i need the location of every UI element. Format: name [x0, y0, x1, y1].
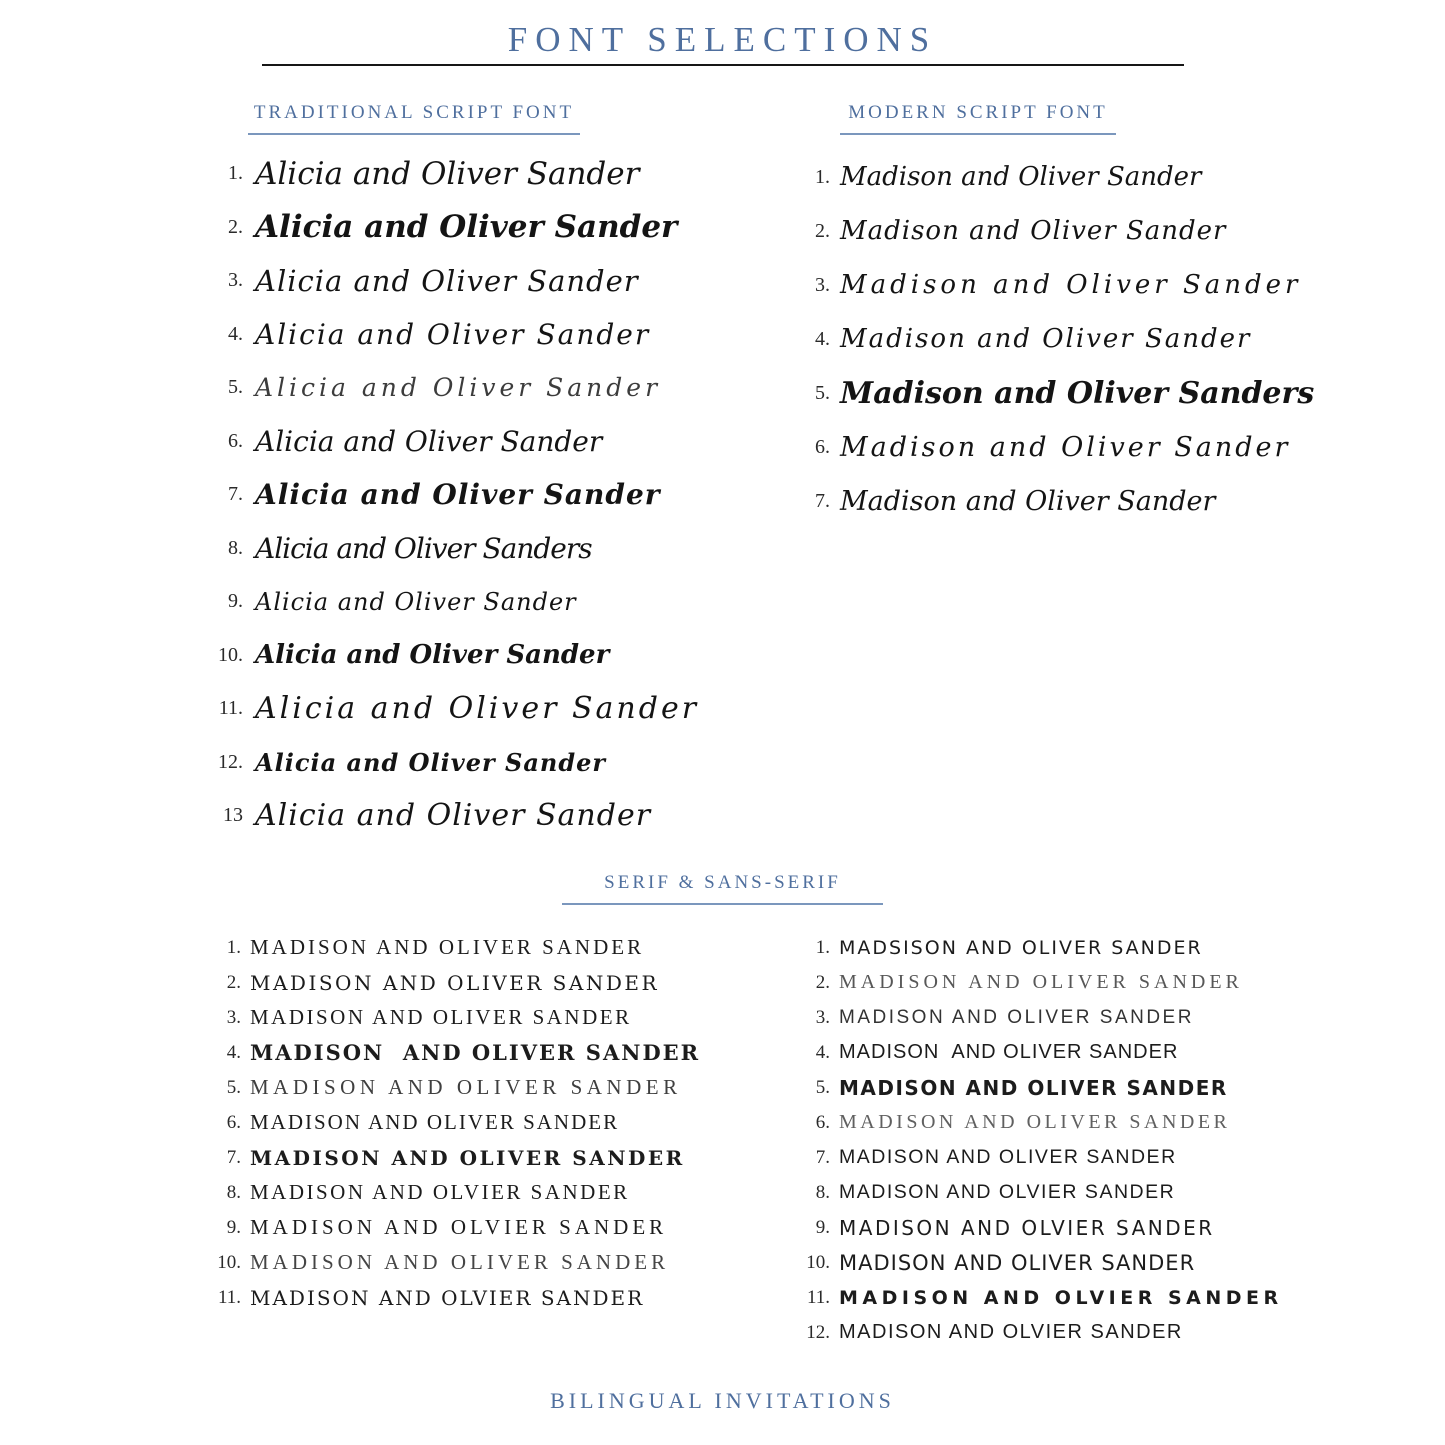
sample-number: 4.	[815, 327, 830, 350]
font-sample-row	[205, 1070, 745, 1105]
serif-section-header-wrap	[0, 872, 1445, 905]
font-sample-text: MADISON AND OLIVER SANDER	[839, 1146, 1177, 1168]
font-sample-text: MADISON AND OLIVER SANDER	[250, 1145, 685, 1170]
sample-number: 11.	[806, 1286, 830, 1308]
font-sample-text: Madison and Oliver Sander	[840, 162, 1202, 192]
font-sample-text: MADISON AND OLIVER SANDER	[250, 1005, 632, 1029]
font-sample-text: MADISON AND OLVIER SANDER	[250, 1180, 630, 1204]
font-sample-text: Alicia and Oliver Sander	[255, 317, 651, 351]
sample-number: 12.	[806, 1321, 830, 1343]
font-sample-row	[798, 1175, 1358, 1210]
sample-number: 9.	[815, 1216, 830, 1238]
sample-number: 8.	[228, 536, 243, 559]
font-sample-text: Madison and Oliver Sander	[840, 431, 1291, 463]
font-sample-row	[205, 1035, 745, 1070]
font-sample-row	[798, 258, 1302, 312]
font-sample-row	[798, 474, 1268, 528]
font-sample-text: Madison and Oliver Sander	[840, 216, 1227, 246]
sample-number: 11.	[218, 697, 243, 720]
font-sample-row	[205, 1210, 745, 1245]
font-sample-row	[205, 361, 675, 415]
font-sample-row	[798, 1000, 1358, 1035]
font-sample-row	[205, 254, 675, 308]
font-sample-row	[798, 1210, 1358, 1245]
font-sample-row	[798, 312, 1268, 366]
font-sample-row	[205, 575, 675, 629]
serif-list-left	[205, 930, 745, 1315]
sample-number: 9.	[228, 590, 243, 613]
sample-number: 2.	[815, 219, 830, 242]
font-sample-text: MADISON AND OLIVER SANDER	[250, 935, 645, 959]
sample-number: 5.	[815, 381, 830, 404]
sample-number: 7.	[226, 1146, 241, 1168]
sample-number: 8.	[226, 1181, 241, 1203]
font-sample-row	[205, 147, 675, 201]
font-sample-row	[205, 965, 745, 1000]
sample-number: 1.	[815, 165, 830, 188]
font-sample-row	[205, 1140, 745, 1175]
font-sample-text: MADISON AND OLIVER SANDER	[839, 1111, 1231, 1133]
font-sample-text: MADISON AND OLIVER SANDER	[250, 1040, 701, 1065]
sample-number: 12.	[218, 750, 243, 773]
font-sample-text: MADISON AND OLIVER SANDER	[839, 971, 1243, 993]
sample-number: 1.	[226, 936, 241, 958]
font-sample-text: Madison and Oliver Sander	[840, 485, 1216, 517]
font-sample-row	[798, 1070, 1358, 1105]
sample-number: 5.	[226, 1076, 241, 1098]
font-sample-row	[205, 1280, 745, 1315]
font-sample-text: Alicia and Oliver Sander	[255, 373, 662, 403]
sample-number: 6.	[228, 429, 243, 452]
font-sample-text: MADISON AND OLVIER SANDER	[839, 1321, 1183, 1343]
traditional-script-header: TRADITIONAL SCRIPT FONT	[248, 102, 580, 135]
font-sample-text: MADISON AND OLIVER SANDER	[250, 970, 660, 995]
font-sample-row	[205, 468, 675, 522]
sample-number: 1.	[228, 162, 243, 185]
font-sample-row	[798, 1035, 1358, 1070]
font-sample-text: MADISON AND OLVIER SANDER	[250, 1285, 645, 1310]
sample-number: 7.	[815, 1146, 830, 1168]
font-sample-text: Alicia and Oliver Sander	[255, 155, 640, 192]
sample-number: 8.	[815, 1181, 830, 1203]
sample-number: 3.	[815, 1006, 830, 1028]
sample-number: 4.	[226, 1041, 241, 1063]
sample-number: 7.	[815, 489, 830, 512]
sample-number: 4.	[228, 322, 243, 345]
page-title: FONT SELECTIONS	[507, 20, 938, 59]
font-sample-row	[798, 1105, 1358, 1140]
font-sample-row	[205, 522, 675, 576]
font-sample-text: Madison and Oliver Sander	[840, 324, 1252, 354]
font-sample-text: Alicia and Oliver Sander	[255, 424, 603, 458]
sample-number: 6.	[226, 1111, 241, 1133]
font-sample-text: Alicia and Oliver Sander	[255, 798, 652, 834]
sample-number: 2.	[228, 215, 243, 238]
sample-number: 7.	[228, 483, 243, 506]
sample-number: 5.	[815, 1076, 830, 1098]
font-sample-row	[205, 1175, 745, 1210]
sample-number: 6.	[815, 435, 830, 458]
font-sample-text: Alicia and Oliver Sander	[255, 263, 639, 298]
modern-script-header: MODERN SCRIPT FONT	[840, 102, 1116, 135]
font-sample-text: Alicia and Oliver Sander	[255, 209, 678, 246]
font-sample-text: MADISON AND OLIVER SANDER	[839, 1041, 1179, 1063]
font-sample-text: MADISON AND OLIVER SANDER	[839, 1006, 1194, 1028]
sample-number: 13	[223, 804, 243, 827]
font-sample-row	[205, 736, 675, 790]
sample-number: 3.	[228, 269, 243, 292]
font-sample-text: MADISON AND OLIVER SANDER	[250, 1110, 620, 1134]
sample-number: 2.	[226, 971, 241, 993]
font-sample-text: MADISON AND OLIVER SANDER	[250, 1075, 682, 1099]
font-sample-row	[798, 930, 1358, 965]
font-sample-row	[205, 930, 745, 965]
title-divider-line	[262, 64, 1184, 66]
sample-number: 3.	[815, 273, 830, 296]
font-sample-row	[205, 682, 700, 736]
sample-number: 5.	[228, 376, 243, 399]
font-sample-row	[205, 308, 675, 362]
font-sample-text: Alicia and Oliver Sander	[255, 587, 577, 616]
font-sample-row	[205, 789, 675, 843]
font-sample-row	[205, 201, 678, 255]
sample-number: 1.	[815, 936, 830, 958]
font-sample-text: MADISON AND OLIVER SANDER	[250, 1250, 670, 1274]
font-sample-row	[798, 204, 1268, 258]
bilingual-invitations-heading: BILINGUAL INVITATIONS	[550, 1388, 895, 1413]
sample-number: 10.	[806, 1251, 830, 1273]
serif-section-header: SERIF & SANS-SERIF	[562, 872, 883, 905]
font-sample-row	[798, 1140, 1358, 1175]
font-sample-row	[798, 1315, 1358, 1350]
font-sample-text: MADISON AND OLVIER SANDER	[250, 1215, 668, 1239]
font-sample-row	[798, 1280, 1358, 1315]
font-sample-text: Alicia and Oliver Sanders	[255, 531, 592, 565]
font-sample-text: Alicia and Oliver Sander	[255, 640, 610, 671]
font-sample-text: Alicia and Oliver Sander	[255, 747, 607, 777]
font-sample-text: Madison and Oliver Sander	[840, 270, 1302, 300]
sample-number: 10.	[217, 1251, 241, 1273]
sample-number: 9.	[226, 1216, 241, 1238]
font-sample-row	[205, 1245, 745, 1280]
sample-number: 4.	[815, 1041, 830, 1063]
font-sample-text: MADISON AND OLVIER SANDER	[839, 1215, 1215, 1240]
font-sample-row	[798, 1245, 1358, 1280]
font-sample-row	[205, 415, 675, 469]
font-sample-row	[798, 420, 1291, 474]
sample-number: 3.	[226, 1006, 241, 1028]
modern-script-list	[798, 150, 1315, 528]
serif-list-right	[798, 930, 1358, 1350]
font-sample-row	[798, 965, 1358, 1000]
font-sample-text: Alicia and Oliver Sander	[255, 478, 661, 512]
traditional-script-list	[205, 147, 700, 843]
font-sample-row	[205, 1105, 745, 1140]
font-sample-text: Alicia and Oliver Sander	[255, 691, 700, 727]
font-sample-row	[205, 1000, 745, 1035]
font-sample-text: MADISON AND OLIVER SANDER	[839, 1250, 1196, 1275]
font-sample-text: MADISON AND OLIVER SANDER	[839, 1075, 1228, 1100]
sample-number: 10.	[218, 643, 243, 666]
font-sample-row	[798, 150, 1268, 204]
sample-number: 6.	[815, 1111, 830, 1133]
font-sample-text: MADISON AND OLVIER SANDER	[839, 1181, 1176, 1203]
font-sample-text: MADSISON AND OLIVER SANDER	[839, 936, 1203, 959]
font-sample-text: Madison and Oliver Sanders	[840, 375, 1315, 411]
font-sample-text: MADISON AND OLVIER SANDER	[839, 1286, 1283, 1309]
sample-number: 2.	[815, 971, 830, 993]
sample-number: 11.	[217, 1286, 241, 1308]
font-sample-row	[205, 629, 675, 683]
font-sample-row	[798, 366, 1315, 420]
